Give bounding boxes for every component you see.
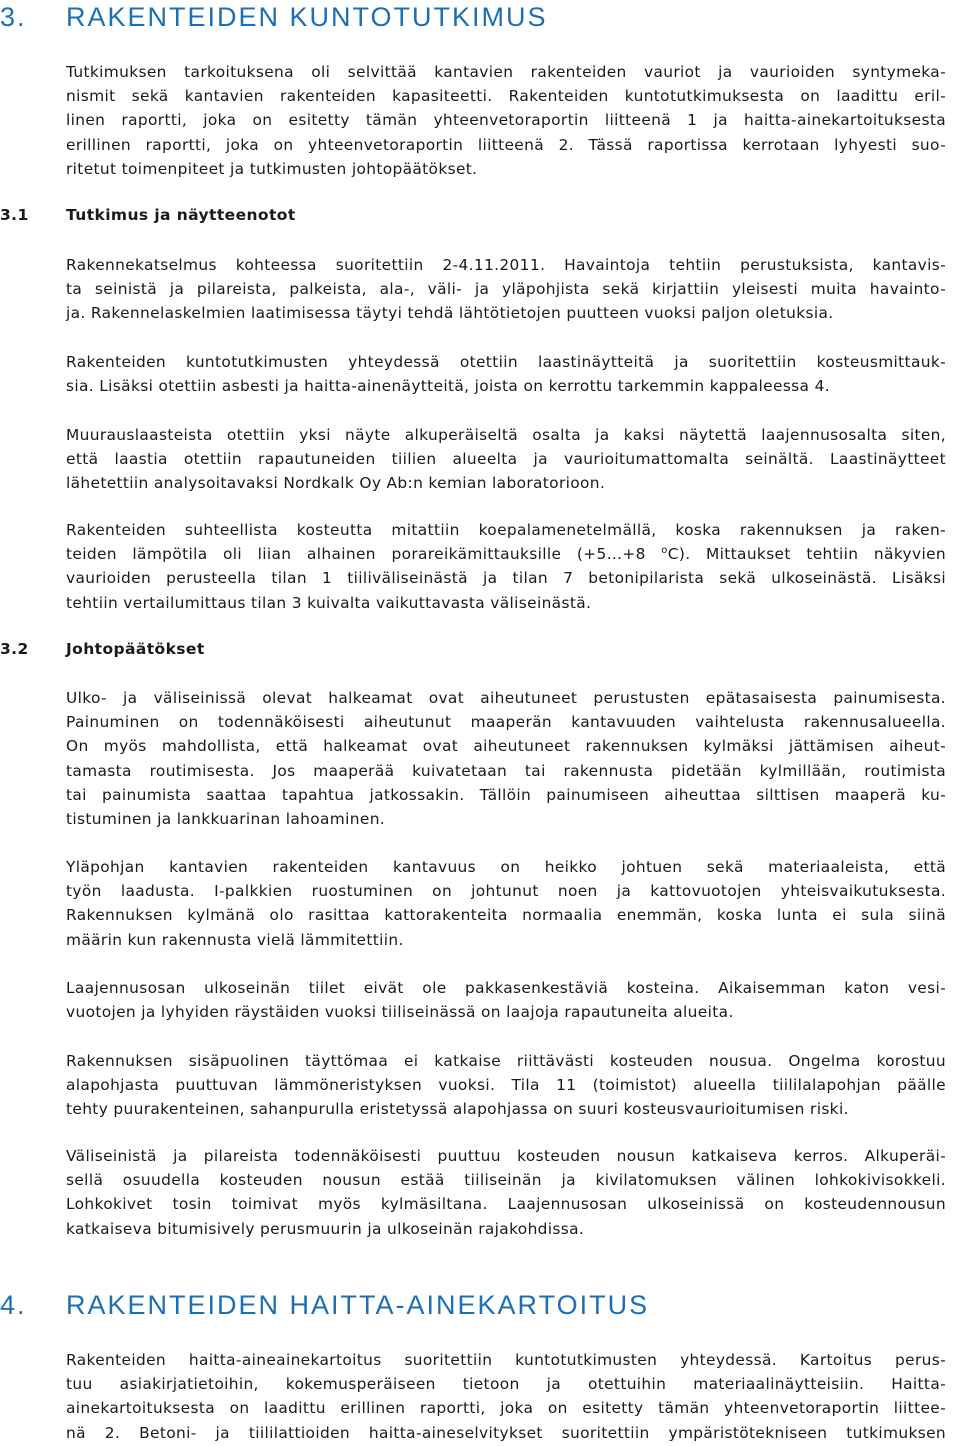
- text-line: tehtiin vertailumittaus tilan 3 kuivalta vaikuttavasta väliseinästä.: [66, 593, 592, 612]
- text-line: nismit sekä kantavien rakenteiden kapasiteetti. Rakenteiden kuntotutkimuksesta on laadittu eril-: [66, 87, 946, 106]
- text-line: sellä osuudella kosteuden nousun estää tiiliseinän ja kivilatomuksen välinen lohkokivisokkeli.: [66, 1171, 946, 1190]
- text-line: Ulko- ja väliseinissä olevat halkeamat ovat aiheutuneet perustusten epätasaisesta painumisesta.: [66, 689, 946, 707]
- text-line: tai painumista saattaa tapahtua jatkossakin. Tällöin painumiseen aiheuttaa silttisen maaperä ku-: [66, 785, 946, 804]
- text-line: ainekartoituksesta on laadittu erillinen raportti, joka on esitetty tämän yhteenvetoraportin liittee-: [66, 1399, 946, 1418]
- section-3-heading: [0, 2, 548, 33]
- text-line: tistuminen ja lankkuarinan lahoaminen.: [66, 810, 386, 829]
- text-line: Muurauslaasteista otettiin yksi näyte alkuperäiseltä osalta ja kaksi näytettä laajennusosalta siten,: [66, 426, 946, 444]
- section-3-2-title: Johtopäätökset: [66, 640, 205, 658]
- text-line: On myös mahdollista, että halkeamat ovat aiheutuneet rakennuksen kylmäksi jättämisen aiheut-: [66, 737, 946, 756]
- text-fragment: teiden lämpötila oli liian alhainen porareikämittauksille (+5…+8: [66, 545, 662, 564]
- text-line: [66, 542, 946, 566]
- section-3-1-title: Tutkimus ja näytteenotot: [66, 206, 296, 224]
- text-line: Väliseinistä ja pilareista todennäköisesti puuttuu kosteuden nousun katkaiseva kerros. Alkuperäi-: [66, 1147, 946, 1165]
- text-line: että laastia otettiin rapautuneiden tiilien alueelta ja vaurioitumattomalta seinältä. Laastinäytteet: [66, 450, 946, 469]
- text-line: sia. Lisäksi otettiin asbesti ja haitta-ainenäytteitä, joista on kerrottu tarkemmin kappaleessa 4.: [66, 377, 830, 396]
- section-3-2-heading: [0, 640, 205, 658]
- section-3-2-paragraph-4: [66, 1049, 946, 1122]
- text-line: Rakenteiden haitta-aineainekartoitus suoritettiin kuntotutkimusten yhteydessä. Kartoitus perus-: [66, 1351, 946, 1369]
- text-line: tamasta routimisesta. Jos maaperää kuivatetaan tai rakennusta pidetään kylmillään, routimista: [66, 761, 946, 780]
- section-3-2-paragraph-2: [66, 855, 946, 952]
- section-4-intro: [66, 1348, 946, 1445]
- text-line: vuotojen ja lyhyiden räystäiden vuoksi tiiliseinässä on laajoja rapautuneita alueita.: [66, 1003, 734, 1022]
- text-line: ta seinistä ja pilareista, palkeista, ala-, väli- ja yläpohjista sekä kirjattiin yleisesti muita havainto-: [66, 280, 946, 299]
- section-4-heading: [0, 1290, 649, 1321]
- text-line: Rakennuksen kylmänä olo rasittaa kattorakenteita normaalia enemmän, koska lunta ei sula siinä: [66, 906, 946, 925]
- text-line: Tutkimuksen tarkoituksena oli selvittää kantavien rakenteiden vauriot ja vaurioiden syntymeka-: [66, 63, 946, 81]
- text-fragment: C). Mittaukset tehtiin näkyvien: [667, 545, 946, 564]
- text-line: erillinen raportti, joka on yhteenvetoraportin liitteenä 2. Tässä raportissa kerrotaan lyhyesti suo-: [66, 135, 946, 154]
- text-line: lähetettiin analysoitavaksi Nordkalk Oy Ab:n kemian laboratorioon.: [66, 474, 606, 493]
- text-line: työn laadusta. I-palkkien ruostuminen on johtunut noen ja kattovuotojen yhteisvaikutuksesta.: [66, 882, 946, 901]
- section-3-1-number: 3.1: [0, 206, 29, 224]
- text-line: Lohkokivet tosin toimivat myös kylmäsiltana. Laajennusosan ulkoseinissä on kosteudennousun: [66, 1195, 946, 1214]
- text-line: tuu asiakirjatietoihin, kokemusperäiseen tietoon ja otettuihin materiaalinäytteisiin. Haitta-: [66, 1375, 946, 1394]
- text-line: Laajennusosan ulkoseinän tiilet eivät ole pakkasenkestäviä kosteina. Aikaisemman katon vesi-: [66, 979, 946, 997]
- section-3-1-paragraph-4: [66, 518, 946, 615]
- text-line: Rakennekatselmus kohteessa suoritettiin 2-4.11.2011. Havaintoja tehtiin perustuksista, kantavis-: [66, 256, 946, 274]
- text-line: Rakenteiden kuntotutkimusten yhteydessä otettiin laastinäytteitä ja suoritettiin kosteusmittauk-: [66, 353, 946, 371]
- section-3-title: RAKENTEIDEN KUNTOTUTKIMUS: [66, 2, 548, 32]
- section-3-1-heading: [0, 206, 296, 224]
- text-line: määrin kun rakennusta vielä lämmitettiin.: [66, 930, 404, 949]
- section-3-2-paragraph-5: [66, 1144, 946, 1241]
- section-3-intro: [66, 60, 946, 181]
- degree-symbol: o: [661, 545, 668, 557]
- text-line: tehty puurakenteinen, sahanpurulla eristetyssä alapohjassa on suuri kosteusvaurioitumisen riski.: [66, 1100, 849, 1119]
- text-line: Painuminen on todennäköisesti aiheutunut maaperän kantavuuden vaihtelusta rakennusalueella.: [66, 713, 946, 732]
- section-3-number: 3.: [0, 2, 27, 32]
- text-line: nä 2. Betoni- ja tiililattioiden haitta-aineselvitykset suoritettiin ympäristötekniseen tutkimuksen: [66, 1423, 946, 1442]
- text-line: alapohjasta puuttuvan lämmöneristyksen vuoksi. Tila 11 (toimistot) alueella tiililalapohjan päälle: [66, 1076, 946, 1095]
- text-line: Yläpohjan kantavien rakenteiden kantavuus on heikko johtuen sekä materiaaleista, että: [66, 858, 946, 876]
- section-3-1-paragraph-1: [66, 253, 946, 326]
- text-line: linen raportti, joka on esitetty tämän yhteenvetoraportin liitteenä 1 ja haitta-ainekartoituksesta: [66, 111, 946, 130]
- section-4-title: RAKENTEIDEN HAITTA-AINEKARTOITUS: [66, 1290, 650, 1320]
- section-4-number: 4.: [0, 1290, 27, 1320]
- section-3-2-number: 3.2: [0, 640, 29, 658]
- section-3-2-paragraph-1: [66, 686, 946, 831]
- text-line: Rakennuksen sisäpuolinen täyttömaa ei katkaise riittävästi kosteuden nousua. Ongelma korostuu: [66, 1052, 946, 1070]
- text-line: ja. Rakennelaskelmien laatimisessa täytyi tehdä lähtötietojen puutteen vuoksi paljon oletuksia.: [66, 304, 834, 323]
- section-3-1-paragraph-3: [66, 423, 946, 496]
- text-line: ritetut toimenpiteet ja tutkimusten johtopäätökset.: [66, 159, 478, 178]
- text-line: vaurioiden perusteella tilan 1 tiiliväliseinästä ja tilan 7 betonipilarista sekä ulkoseinästä. Lisäksi: [66, 569, 946, 588]
- text-line: Rakenteiden suhteellista kosteutta mitattiin koepalamenetelmällä, koska rakennuksen ja raken-: [66, 521, 946, 539]
- section-3-2-paragraph-3: [66, 976, 946, 1024]
- text-line: katkaiseva bitumisively perusmuurin ja ulkoseinän rajakohdissa.: [66, 1219, 585, 1238]
- section-3-1-paragraph-2: [66, 350, 946, 398]
